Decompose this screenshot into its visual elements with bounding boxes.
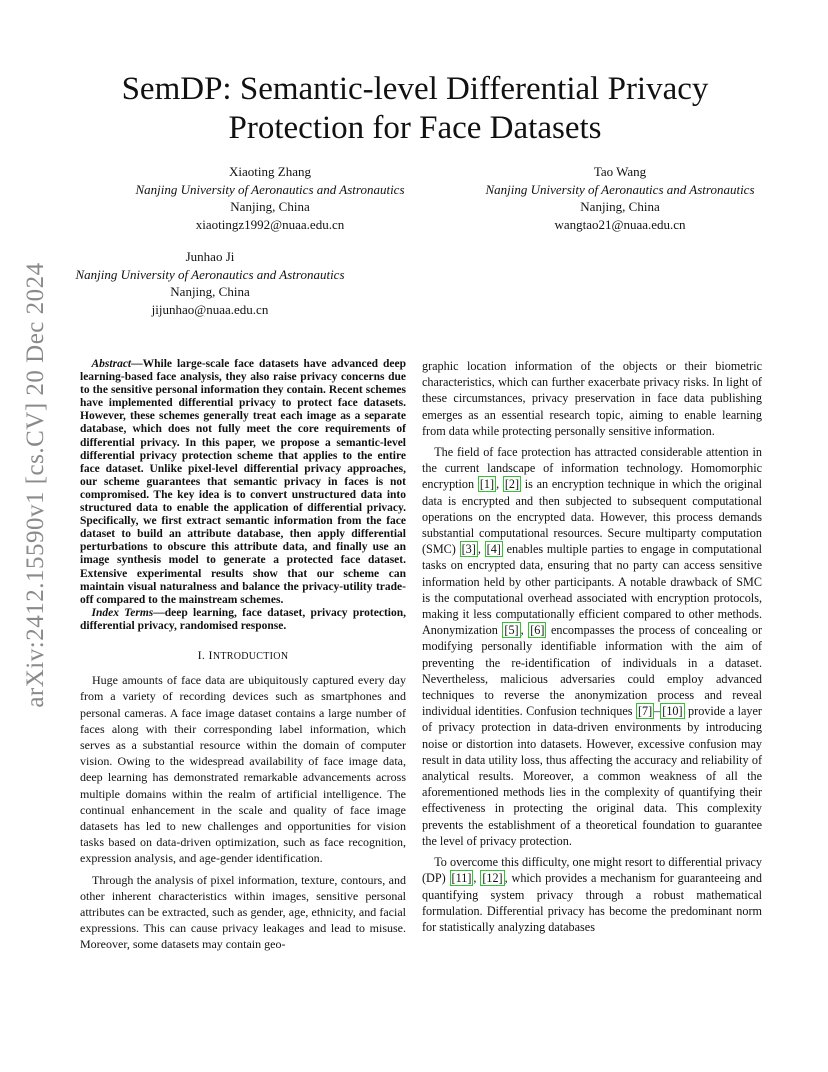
- author-affiliation: Nanjing University of Aeronautics and Astronautics: [135, 181, 405, 197]
- index-terms: [80, 607, 406, 633]
- arxiv-sidebar: [8, 262, 64, 708]
- abstract-label: Abstract: [91, 358, 132, 370]
- text-run: is an encryption technique in which the original data is encrypted and then subjected to subsequent computational operations on the encrypted data. However, this process demands substantial computational resources. Secure multiparty computation (SMC): [422, 477, 763, 557]
- author-name: Junhao Ji: [185, 249, 235, 264]
- left-column: [80, 358, 406, 958]
- abstract: [80, 358, 406, 607]
- intro-paragraph-3: [422, 444, 762, 849]
- citation-link[interactable]: [5]: [504, 623, 519, 638]
- author-block: [55, 248, 365, 318]
- author-affiliation: Nanjing University of Aeronautics and Astronautics: [75, 266, 345, 282]
- author-email[interactable]: xiaotingz1992@nuaa.edu.cn: [195, 216, 345, 232]
- text-run: ,: [520, 623, 529, 638]
- text-run: The field of face protection has attracted considerable attention in the current landscape of information technology. Homomorphic encryption: [422, 445, 762, 492]
- text-run: ,: [477, 542, 485, 557]
- text-run: encompasses the process of concealing or modifying personally identifiable information with the aim of preventing the re-identification of individuals in a dataset. Nevertheless, malicious adversaries could employ advanced techniques to reverse the anonymization process and reveal individual identities. Confusion techniques: [422, 623, 762, 719]
- section-initial: I: [208, 647, 213, 662]
- citation-link[interactable]: [11]: [451, 871, 472, 886]
- right-column: [422, 358, 762, 940]
- citation-link[interactable]: [7]: [637, 704, 653, 719]
- intro-paragraph-2: Through the analysis of pixel information, texture, contours, and other inherent characteristics within images, sensitive personal attributes can be extracted, such as gender, age, ethnicity, and facial expressions. This can cause privacy leakages and lead to misuse. Moreover, some datasets may contain geo-: [80, 872, 406, 952]
- author-affiliation: Nanjing University of Aeronautics and Astronautics: [485, 181, 755, 197]
- author-block: [465, 163, 775, 233]
- author-location: Nanjing, China: [170, 284, 250, 299]
- index-terms-label: Index Terms: [91, 606, 154, 619]
- abstract-text: —While large-scale face datasets have advanced deep learning-based face analysis, they also raise privacy concerns due to the sensitive personal information they contain. Recent schemes have implemented differential privacy to protect face datasets. However, these schemes generally treat each image as a separate database, which does not fully meet the core requirements of differential privacy. In this paper, we propose a semantic-level differential privacy protection scheme that applies to the entire face dataset. Unlike pixel-level differential privacy approaches, our scheme guarantees that semantic privacy in faces is not compromised. The key idea is to convert unstructured data into structured data to enable the application of differential privacy. Specifically, we first extract semantic information from the face dataset to build an attribute database, then apply differential perturbations to obscure this attribute data, and finally use an image synthesis model to generate a protected face dataset. Extensive experimental results show that our scheme can maintain visual naturalness and balance the privacy-utility trade-off compared to the mainstream schemes.: [80, 358, 406, 606]
- text-run: –: [654, 704, 661, 719]
- citation-link[interactable]: [3]: [461, 542, 476, 557]
- citation-link[interactable]: [2]: [504, 477, 520, 492]
- citation-link[interactable]: [4]: [486, 542, 501, 557]
- text-run: , which provides a mechanism for guaranteeing and quantifying system privacy through a robust mathematical formulation. Differential privacy has become the predominant norm for statistically analyzing databases: [422, 871, 763, 934]
- author-block: [115, 163, 425, 233]
- arxiv-identifier[interactable]: arXiv:2412.15590v1 [cs.CV] 20 Dec 2024: [22, 262, 49, 708]
- text-run: ,: [473, 871, 481, 886]
- author-location: Nanjing, China: [580, 199, 660, 214]
- section-title-rest: NTRODUCTION: [212, 650, 289, 662]
- author-name: Tao Wang: [593, 164, 647, 179]
- author-email[interactable]: wangtao21@nuaa.edu.cn: [554, 216, 686, 232]
- author-email[interactable]: jijunhao@nuaa.edu.cn: [151, 301, 269, 317]
- intro-paragraph-2-continued: graphic location information of the objects or their biometric characteristics, which can further exacerbate privacy risks. In light of these circumstances, privacy preservation in face data publishing emerges as an essential research topic, aiming to enable learning from data while protecting personally sensitive information.: [422, 359, 762, 438]
- text-run: To overcome this difficulty, one might resort to differential privacy (DP): [422, 855, 762, 886]
- section-heading: [80, 647, 406, 665]
- citation-link[interactable]: [6]: [530, 623, 545, 638]
- citation-link[interactable]: [10]: [662, 704, 683, 719]
- paper-title: [90, 70, 740, 148]
- text-run: ,: [496, 477, 503, 492]
- title-line-1: SemDP: Semantic-level Differential Privacy: [121, 71, 709, 107]
- section-number: I.: [197, 647, 209, 662]
- index-terms-text: —deep learning, face dataset, privacy protection, differential privacy, randomised response.: [80, 606, 406, 632]
- text-run: provide a layer of privacy protection in data-driven environments by introducing noise or distortion into datasets. However, excessive confusion may result in data utility loss, thus affecting the accuracy and reliability of analytical results. Moreover, a common weakness of all the aforementioned methods lies in the complexity of quantifying their effectiveness in protecting the original data. This complexity prevents the establishment of a theoretical foundation to guarantee the level of privacy protection.: [422, 704, 762, 848]
- author-location: Nanjing, China: [230, 199, 310, 214]
- citation-link[interactable]: [1]: [479, 477, 495, 492]
- title-line-2: Protection for Face Datasets: [228, 110, 602, 146]
- author-name: Xiaoting Zhang: [229, 164, 311, 179]
- intro-paragraph-1: Huge amounts of face data are ubiquitously captured every day from a variety of recording devices such as smartphones and personal cameras. A face image dataset contains a large number of faces along with their corresponding label information, which serves as a substantial resource within the domain of computer vision. Owing to the widespread availability of face image data, deep learning has demonstrated remarkable advancements across multiple domains within the realm of artificial intelligence. The continual enhancement in the scale and quality of face image datasets has led to new challenges and opportunities for vision tasks based on data-driven optimization, such as face recognition, expression analysis, and age-gender identification.: [80, 673, 406, 866]
- text-run: enables multiple parties to engage in computational tasks on encrypted data, ensuring that no party can access sensitive information held by other participants. A notable drawback of SMC is the computational overhead associated with encryption protocols, making it less computationally efficient compared to other methods. Anonymization: [422, 542, 763, 638]
- citation-link[interactable]: [12]: [482, 871, 503, 886]
- intro-paragraph-4: [422, 854, 762, 935]
